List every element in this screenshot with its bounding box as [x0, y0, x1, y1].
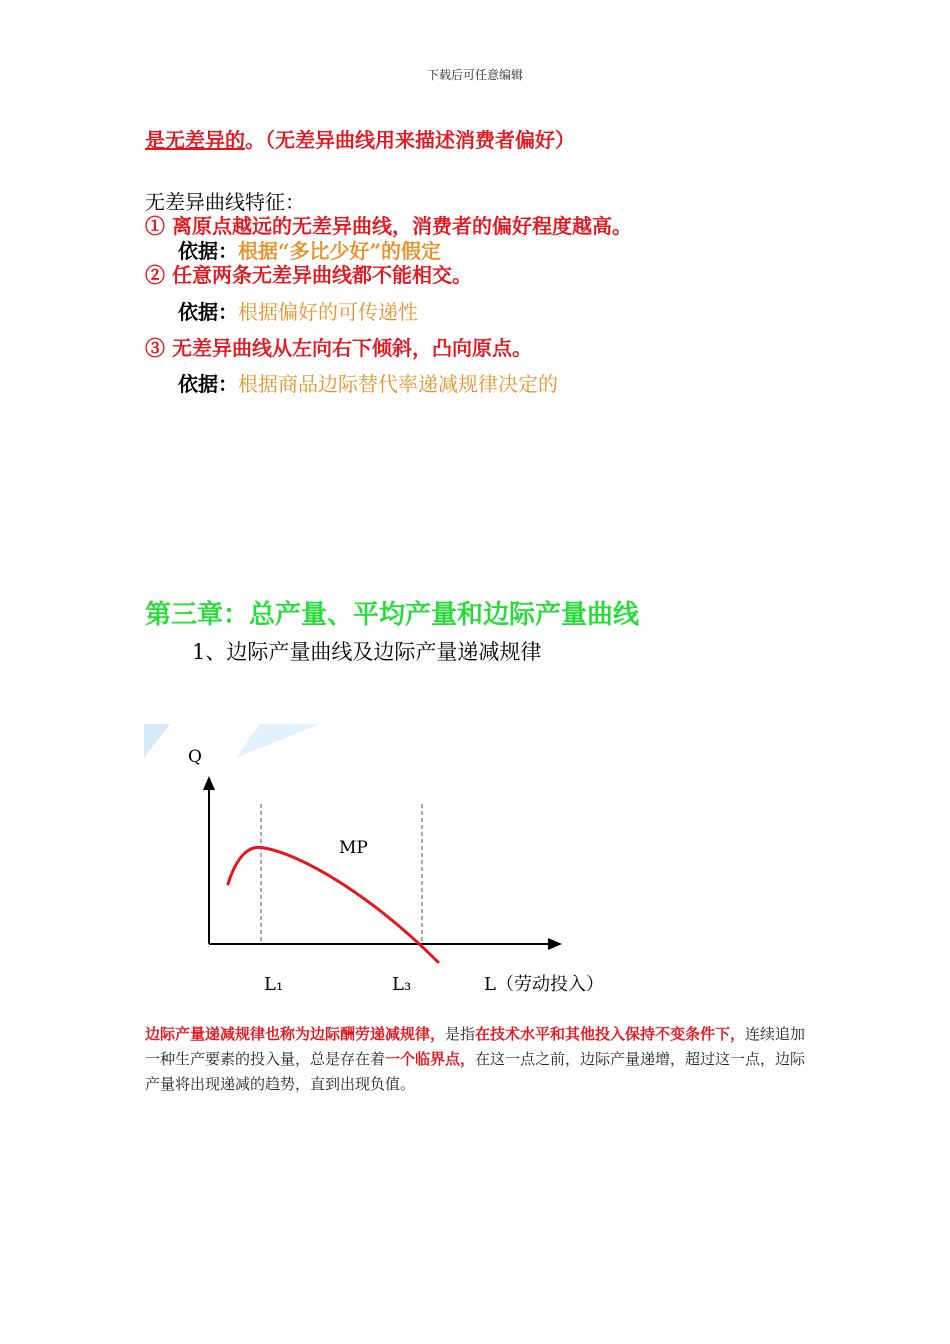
intro-rest: 。（无差异曲线用来描述消费者偏好）	[245, 128, 575, 152]
mp-curve-figure	[140, 718, 640, 1008]
section-subtitle: 1、边际产量曲线及边际产量递减规律	[192, 640, 542, 664]
para-part-5: 一个临界点，	[385, 1050, 476, 1068]
feature-2: ② 任意两条无差异曲线都不能相交。	[145, 263, 472, 287]
para-part-4: 连续追加一种生产要素的投入量，总是存在着	[145, 1025, 806, 1068]
basis-value: 根据偏好的可传递性	[238, 300, 418, 324]
feature-3-basis	[178, 368, 558, 397]
para-part-1: 边际产量递减规律也称为边际酬劳递减规律，	[145, 1025, 446, 1043]
x-axis-arrow	[548, 938, 562, 950]
chapter-title: 第三章：总产量、平均产量和边际产量曲线	[145, 600, 640, 630]
x-axis-label: L（劳动投入）	[484, 974, 604, 995]
para-part-6: 在这一点之前，边际产量递增，超过这一点，边际产量将出现递减的趋势，直到出现负值。	[145, 1050, 806, 1093]
feature-2-basis	[178, 296, 418, 325]
para-part-2: 是指	[445, 1025, 476, 1043]
law-paragraph	[145, 1022, 810, 1097]
page-header: 下载后可任意编辑	[426, 68, 523, 82]
decor-shape-1	[144, 724, 170, 758]
feature-3: ③ 无差异曲线从左向右下倾斜，凸向原点。	[145, 336, 532, 360]
basis-label: 依据：	[178, 300, 238, 324]
x-tick-l3: L₃	[392, 974, 412, 995]
x-tick-l1: L₁	[264, 974, 284, 995]
decor-shape-2	[236, 724, 320, 758]
y-axis-arrow	[203, 776, 215, 790]
basis-value: 根据“多比少好”的假定	[238, 239, 442, 263]
basis-label: 依据：	[178, 239, 238, 263]
basis-value: 根据商品边际替代率递减规律决定的	[238, 372, 558, 396]
para-part-3: 在技术水平和其他投入保持不变条件下，	[475, 1025, 746, 1043]
basis-label: 依据：	[178, 372, 238, 396]
feature-1: ① 离原点越远的无差异曲线，消费者的偏好程度越高。	[145, 214, 632, 238]
y-axis-label: Q	[188, 747, 202, 767]
intro-underlined: 是无差异的	[145, 128, 245, 152]
features-title: 无差异曲线特征：	[145, 190, 305, 214]
mp-label: MP	[339, 838, 368, 858]
intro-line	[145, 124, 575, 153]
